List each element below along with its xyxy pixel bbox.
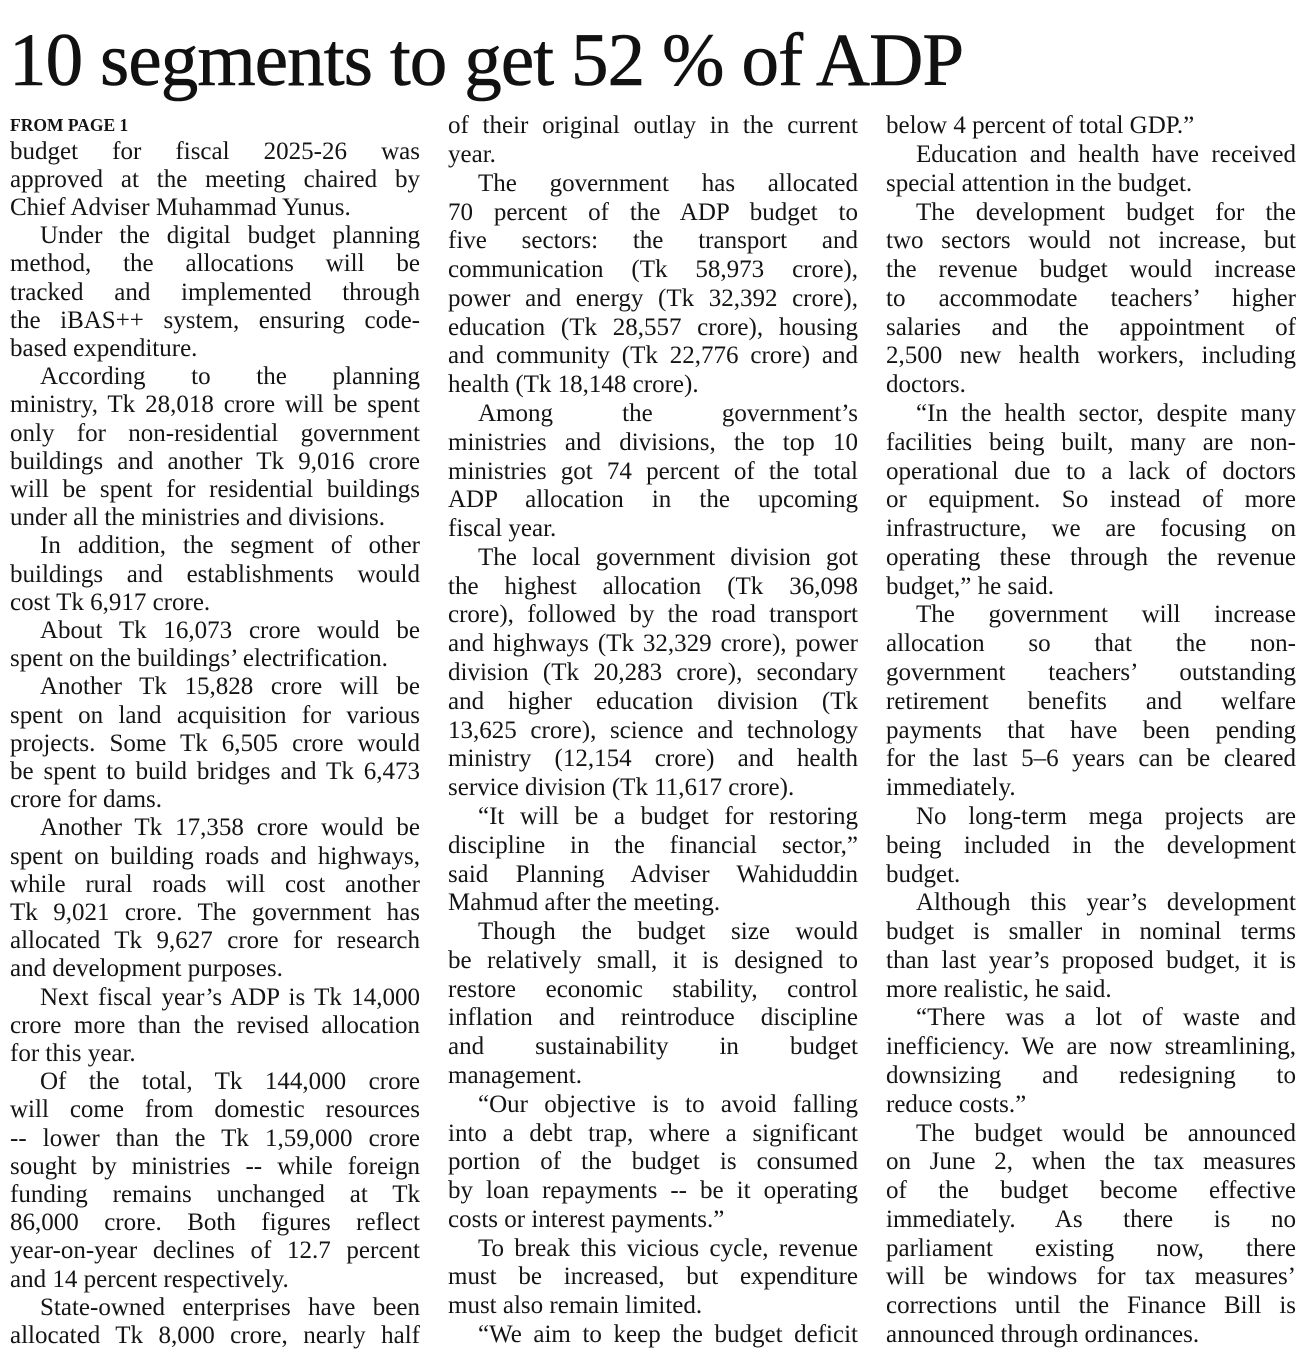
text-line: be spent to build bridges and Tk 6,473 <box>10 757 420 785</box>
paragraph <box>886 1004 1296 1119</box>
text-line: restore economic stability, control <box>448 975 858 1003</box>
headline: 10 segments to get 52 % of ADP <box>9 19 964 102</box>
paragraph <box>886 141 1296 199</box>
paragraph <box>10 363 420 532</box>
text-line: said Planning Adviser Wahiduddin <box>448 860 858 888</box>
text-line: the revenue budget would increase <box>886 256 1296 284</box>
text-line: buildings and establishments would <box>10 560 420 588</box>
paragraph <box>10 1294 420 1350</box>
text-line: No long-term mega projects are <box>916 802 1296 830</box>
text-line: salaries and the appointment of <box>886 313 1296 341</box>
text-line: Education and health have received <box>916 140 1296 168</box>
text-line: crore for dams. <box>10 786 163 814</box>
text-line: five sectors: the transport and <box>448 227 858 255</box>
text-line: tracked and implemented through <box>10 278 420 306</box>
paragraph <box>448 544 858 803</box>
text-line: or equipment. So instead of more <box>886 486 1296 514</box>
text-line: for the last 5–6 years can be cleared <box>886 745 1296 773</box>
paragraph <box>10 138 420 223</box>
paragraph <box>10 222 420 363</box>
text-line: only for non-residential government <box>10 419 420 447</box>
paragraph <box>886 889 1296 1004</box>
text-line: budget,” he said. <box>886 572 1055 600</box>
text-line: year-on-year declines of 12.7 percent <box>10 1237 420 1265</box>
text-line: and community (Tk 22,776 crore) and <box>448 342 858 370</box>
text-line: “We aim to keep the budget deficit <box>478 1321 858 1348</box>
text-line: communication (Tk 58,973 crore), <box>448 256 858 284</box>
article-column-3 <box>886 112 1296 1350</box>
text-line: spent on building roads and highways, <box>10 842 420 870</box>
text-line: 13,625 crore), science and technology <box>448 716 858 744</box>
text-line: will come from domestic resources <box>10 1096 420 1124</box>
text-line: doctors. <box>886 371 966 399</box>
text-line: to accommodate teachers’ higher <box>886 284 1296 312</box>
text-line: operating these through the revenue <box>886 543 1296 571</box>
paragraph <box>448 918 858 1091</box>
text-line: Another Tk 17,358 crore would be <box>40 814 420 842</box>
text-line: ministries and divisions, the top 10 <box>448 428 858 456</box>
text-line: facilities being built, many are non- <box>886 428 1296 456</box>
paragraph <box>886 803 1296 889</box>
paragraph <box>448 1091 858 1235</box>
text-line: than last year’s proposed budget, it is <box>886 946 1296 974</box>
text-line: and 14 percent respectively. <box>10 1265 289 1293</box>
text-line: into a debt trap, where a significant <box>448 1119 858 1147</box>
text-line: spent on the buildings’ electrification. <box>10 645 388 673</box>
text-line: Among the government’s <box>478 400 858 427</box>
text-line: portion of the budget is consumed <box>448 1148 858 1176</box>
text-line: State-owned enterprises have been <box>40 1293 420 1321</box>
text-line: Tk 9,021 crore. The government has <box>10 898 420 926</box>
paragraph <box>448 803 858 918</box>
text-line: In addition, the segment of other <box>40 532 420 560</box>
paragraph <box>10 532 420 617</box>
text-line: and higher education division (Tk <box>448 687 858 715</box>
text-line: crore more than the revised allocation <box>10 1011 420 1039</box>
text-line: About Tk 16,073 crore would be <box>40 616 420 644</box>
paragraph <box>10 673 420 814</box>
text-line: below 4 percent of total GDP.” <box>886 112 1195 140</box>
text-line: division (Tk 20,283 crore), secondary <box>448 659 858 687</box>
text-line: “It will be a budget for restoring <box>478 802 858 830</box>
text-line: ADP allocation in the upcoming <box>448 486 858 514</box>
paragraph <box>886 400 1296 601</box>
text-line: based expenditure. <box>10 334 198 362</box>
text-line: budget. <box>886 860 961 888</box>
paragraph <box>448 1235 858 1321</box>
text-line: Though the budget size would <box>478 918 858 946</box>
text-line: payments that have been pending <box>886 716 1296 744</box>
text-line: -- lower than the Tk 1,59,000 crore <box>10 1124 420 1152</box>
text-line: year. <box>448 140 496 168</box>
paragraph <box>10 1068 420 1294</box>
paragraph <box>886 112 1296 141</box>
text-line: government teachers’ outstanding <box>886 659 1296 687</box>
text-line: cost Tk 6,917 crore. <box>10 588 211 616</box>
text-line: allocated Tk 8,000 crore, nearly half <box>10 1322 420 1350</box>
text-line: Mahmud after the meeting. <box>448 889 721 917</box>
text-line: management. <box>448 1061 582 1089</box>
paragraph <box>448 112 858 170</box>
text-line: budget for fiscal 2025-26 was <box>10 137 420 165</box>
text-line: and sustainability in budget <box>448 1033 858 1061</box>
text-line: ministry (12,154 crore) and health <box>448 745 858 773</box>
text-line: special attention in the budget. <box>886 169 1193 197</box>
text-line: fiscal year. <box>448 515 557 543</box>
text-line: To break this vicious cycle, revenue <box>478 1234 858 1262</box>
text-line: by loan repayments -- be it operating <box>448 1177 858 1205</box>
text-line: “There was a lot of waste and <box>916 1004 1296 1032</box>
text-line: two sectors would not increase, but <box>886 227 1296 255</box>
text-line: immediately. As there is no <box>886 1205 1296 1233</box>
text-line: of their original outlay in the current <box>448 112 858 140</box>
paragraph <box>886 199 1296 400</box>
paragraph <box>10 814 420 983</box>
text-line: retirement benefits and welfare <box>886 687 1296 715</box>
text-line: must be increased, but expenditure <box>448 1263 858 1291</box>
text-line: health (Tk 18,148 crore). <box>448 371 699 399</box>
text-line: funding remains unchanged at Tk <box>10 1181 420 1209</box>
text-line: will be windows for tax measures’ <box>886 1263 1296 1291</box>
text-line: Chief Adviser Muhammad Yunus. <box>10 193 351 221</box>
text-line: spent on land acquisition for various <box>10 701 420 729</box>
text-line: being included in the development <box>886 831 1296 859</box>
paragraph <box>448 400 858 544</box>
text-line: crore), followed by the road transport <box>448 601 858 629</box>
text-line: the iBAS++ system, ensuring code- <box>10 306 420 334</box>
text-line: be relatively small, it is designed to <box>448 946 858 974</box>
text-line: Another Tk 15,828 crore will be <box>40 673 420 701</box>
text-line: 86,000 crore. Both figures reflect <box>10 1209 420 1237</box>
text-line: of the budget become effective <box>886 1177 1296 1205</box>
text-line: The government will increase <box>916 601 1296 629</box>
text-line: announced through ordinances. <box>886 1321 1200 1348</box>
text-line: corrections until the Finance Bill is <box>886 1292 1296 1320</box>
text-line: costs or interest payments.” <box>448 1205 725 1233</box>
text-line: The government has allocated <box>478 169 858 197</box>
text-line: and development purposes. <box>10 955 283 983</box>
text-line: budget is smaller in nominal terms <box>886 918 1296 946</box>
article-column-1 <box>10 138 420 1351</box>
text-line: The development budget for the <box>916 198 1296 226</box>
text-line: must also remain limited. <box>448 1292 703 1320</box>
text-line: 2,500 new health workers, including <box>886 342 1296 370</box>
text-line: allocation so that the non- <box>886 630 1296 658</box>
text-line: approved at the meeting chaired by <box>10 165 420 193</box>
paragraph <box>448 1321 858 1350</box>
text-line: and highways (Tk 32,329 crore), power <box>448 630 858 658</box>
text-line: method, the allocations will be <box>10 250 420 278</box>
text-line: the highest allocation (Tk 36,098 <box>448 572 858 600</box>
text-line: more realistic, he said. <box>886 975 1112 1003</box>
text-line: The local government division got <box>478 543 858 571</box>
text-line: Under the digital budget planning <box>40 222 420 250</box>
text-line: ministry, Tk 28,018 crore will be spent <box>10 391 420 419</box>
text-line: “Our objective is to avoid falling <box>478 1090 858 1118</box>
paragraph <box>10 984 420 1069</box>
text-line: power and energy (Tk 32,392 crore), <box>448 284 858 312</box>
paragraph <box>886 601 1296 802</box>
text-line: service division (Tk 11,617 crore). <box>448 774 795 802</box>
text-line: education (Tk 28,557 crore), housing <box>448 313 858 341</box>
text-line: parliament existing now, there <box>886 1234 1296 1262</box>
text-line: sought by ministries -- while foreign <box>10 1152 420 1180</box>
text-line: inflation and reintroduce discipline <box>448 1004 858 1032</box>
article-column-2 <box>448 112 858 1350</box>
text-line: downsizing and redesigning to <box>886 1061 1296 1089</box>
text-line: under all the ministries and divisions. <box>10 504 385 532</box>
text-line: Next fiscal year’s ADP is Tk 14,000 <box>40 983 420 1011</box>
text-line: for this year. <box>10 1040 136 1067</box>
text-line: The budget would be announced <box>916 1119 1296 1147</box>
paragraph <box>886 1120 1296 1350</box>
text-line: projects. Some Tk 6,505 crore would <box>10 729 420 757</box>
text-line: Of the total, Tk 144,000 crore <box>40 1068 420 1096</box>
from-page-label: FROM PAGE 1 <box>10 115 129 135</box>
paragraph <box>448 170 858 400</box>
text-line: Although this year’s development <box>916 889 1296 917</box>
text-line: 70 percent of the ADP budget to <box>448 198 858 226</box>
text-line: immediately. <box>886 774 1016 802</box>
paragraph <box>10 617 420 673</box>
text-line: “In the health sector, despite many <box>916 400 1296 427</box>
text-line: while rural roads will cost another <box>10 870 420 898</box>
text-line: operational due to a lack of doctors <box>886 457 1296 485</box>
text-line: on June 2, when the tax measures <box>886 1148 1296 1176</box>
text-line: will be spent for residential buildings <box>10 475 420 503</box>
text-line: discipline in the financial sector,” <box>448 831 858 859</box>
text-line: According to the planning <box>40 363 420 391</box>
text-line: reduce costs.” <box>886 1090 1027 1118</box>
text-line: allocated Tk 9,627 crore for research <box>10 927 420 955</box>
text-line: inefficiency. We are now streamlining, <box>886 1033 1296 1061</box>
text-line: buildings and another Tk 9,016 crore <box>10 447 420 475</box>
text-line: infrastructure, we are focusing on <box>886 515 1296 543</box>
text-line: ministries got 74 percent of the total <box>448 457 858 485</box>
